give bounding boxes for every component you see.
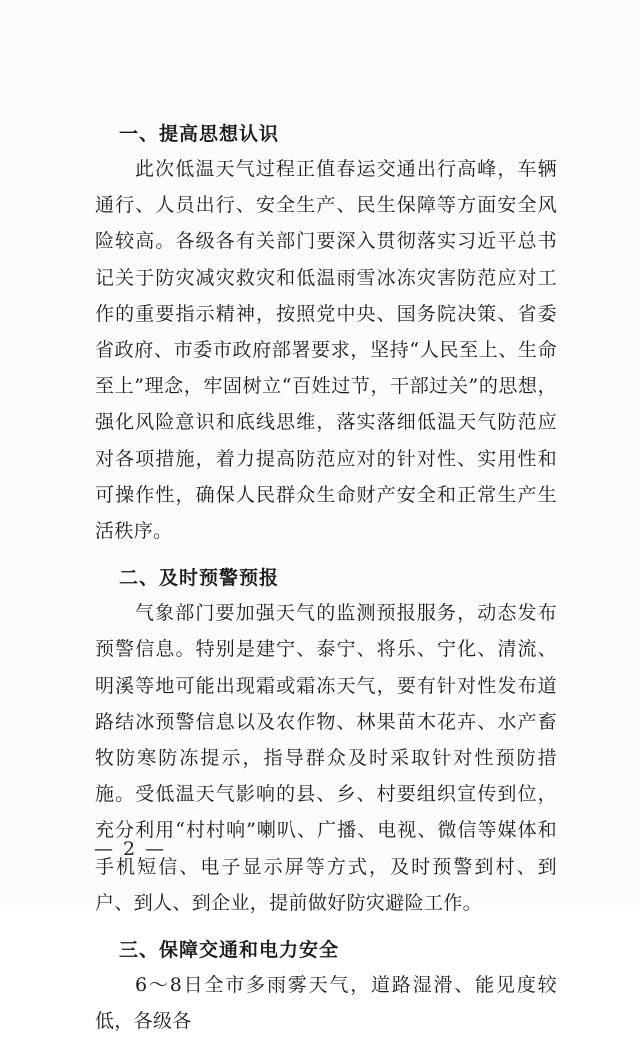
section-paragraph-1: 此次低温天气过程正值春运交通出行高峰，车辆通行、人员出行、安全生产、民生保障等方面安全风险较高。各级各有关部门要深入贯彻落实习近平总书记关于防灾减灾救灾和低温雨雪冰冻灾害防范应对工作的重要指示精神，按照党中央、国务院决策、省委省政府、市委市政府部署要求，坚持“人民至上、生命至上”理念，牢固树立“百姓过节，干部过关”的思想，强化风险意识和底线思维，落实落细低温天气防范应对各项措施，着力提高防范应对的针对性、实用性和可操作性，确保人民群众生命财产安全和正常生产生活秩序。: [95, 158, 557, 543]
section-paragraph-3: 6～8日全市多雨雾天气，道路湿滑、能见度较低，各级各: [95, 974, 557, 1033]
document-body: [95, 104, 557, 1039]
section-heading-2: 二、及时预警预报: [119, 567, 280, 590]
section-heading-3: 三、保障交通和电力安全: [119, 939, 340, 962]
section-paragraph-2: 气象部门要加强天气的监测预报服务，动态发布预警信息。特别是建宁、泰宁、将乐、宁化、清流、明溪等地可能出现霜或霜冻天气，要有针对性发布道路结冰预警信息以及农作物、林果苗木花卉、水产畜牧防寒防冻提示，指导群众及时采取针对性预防措施。受低温天气影响的县、乡、村要组织宣传到位，充分利用“村村响”喇叭、广播、电视、微信等媒体和手机短信、电子显示屏等方式，及时预警到村、到户、到人、到企业，提前做好防灾避险工作。: [95, 602, 557, 914]
section-heading-1: 一、提高思想认识: [119, 123, 280, 145]
page-number: — 2 —: [94, 838, 167, 860]
